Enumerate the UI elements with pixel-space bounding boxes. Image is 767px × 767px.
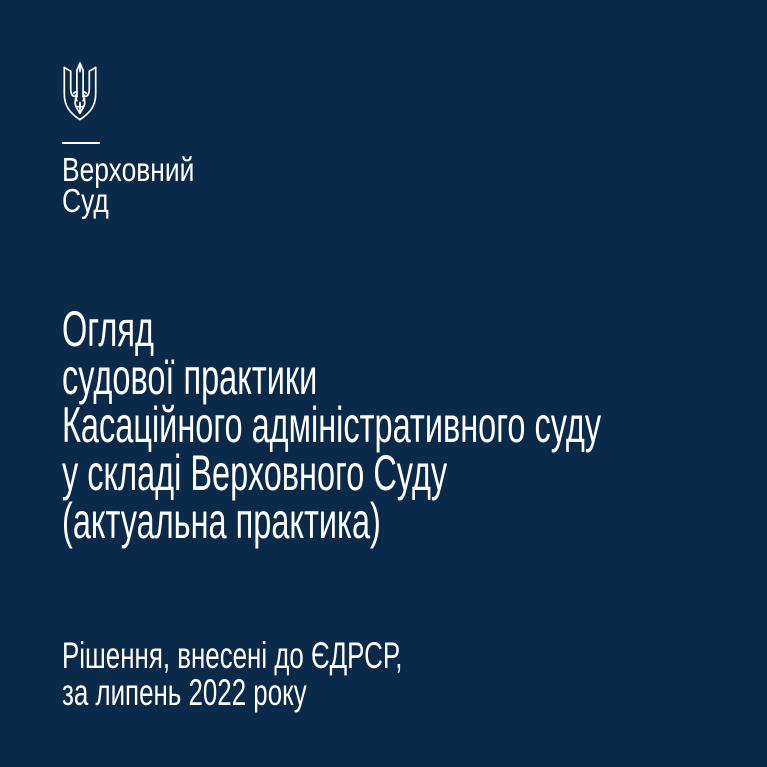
footer-line-1: Рішення, внесені до ЄДРСР, bbox=[62, 635, 403, 676]
logo-divider bbox=[62, 142, 100, 144]
org-name bbox=[62, 151, 195, 219]
footer-caption bbox=[62, 637, 402, 711]
document-title bbox=[62, 301, 602, 549]
title-line-4: у складі Верховного Суду bbox=[62, 445, 448, 501]
title-line-1: Огляд bbox=[62, 301, 154, 357]
title-line-2: судової практики bbox=[62, 349, 318, 405]
footer-line-2: за липень 2022 року bbox=[62, 672, 307, 713]
org-name-line-2: Суд bbox=[62, 182, 109, 219]
ukraine-trident-icon bbox=[62, 61, 98, 123]
title-line-5: (актуальна практика) bbox=[62, 493, 381, 549]
org-name-line-1: Верховний bbox=[62, 151, 195, 188]
title-line-3: Касаційного адміністративного суду bbox=[62, 397, 602, 453]
